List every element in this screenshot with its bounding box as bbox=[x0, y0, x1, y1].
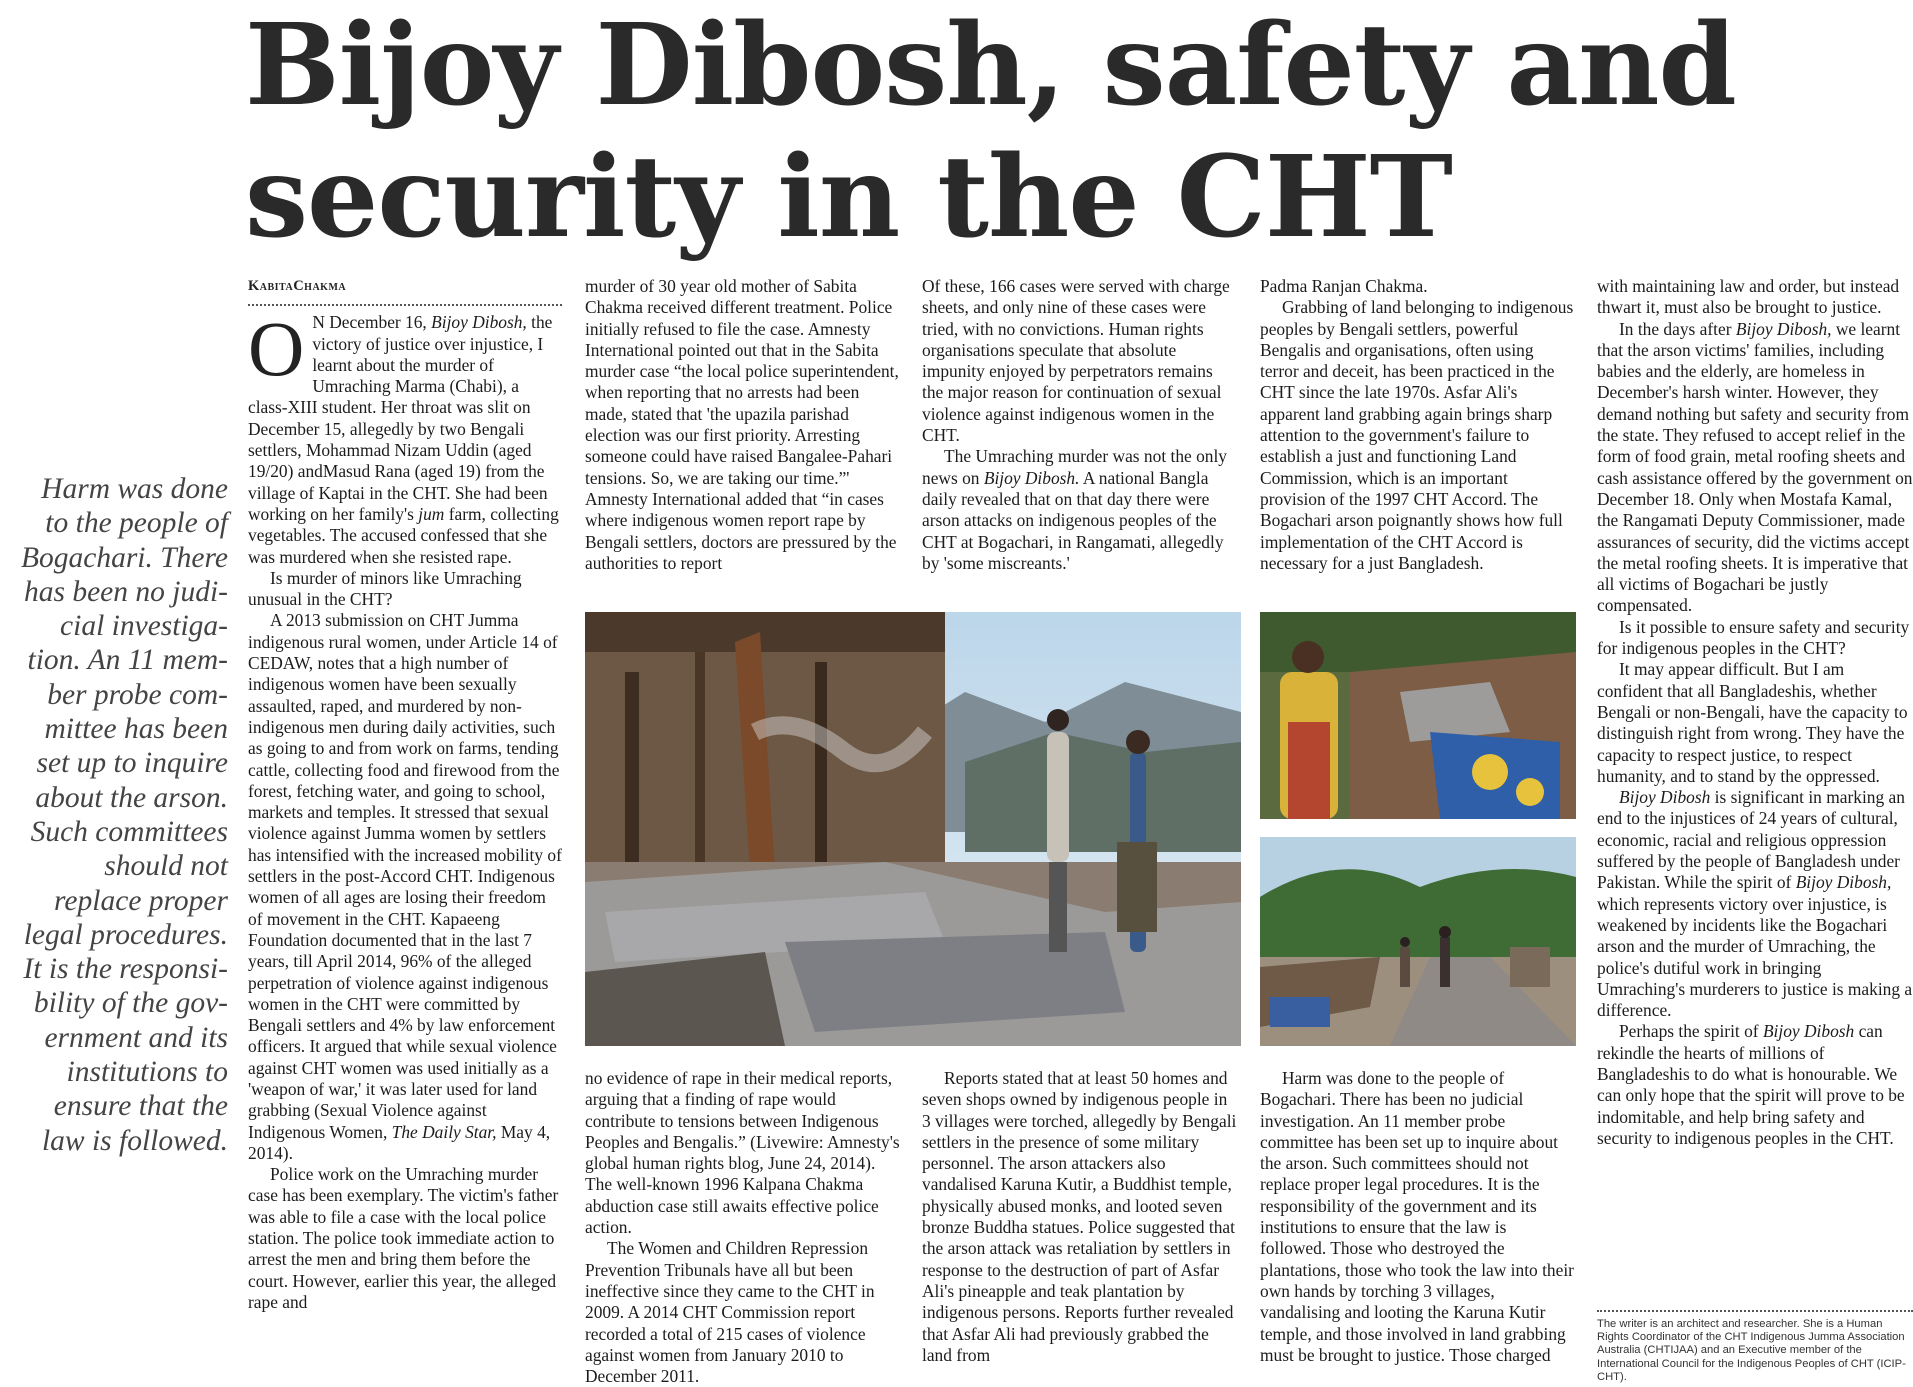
paragraph: Is murder of minors like Umraching unusual in the CHT? bbox=[248, 567, 522, 610]
pull-quote-line: Harm was done bbox=[41, 473, 228, 505]
paragraph: no evidence of rape in their medical reports, arguing that a finding of rape would contribute to tensions between Indigenous Peoples and Bengalis.” (Livewire: Amnesty's global human rights blog, June 24, 2014). The well-known 1996 Kalpana Chakma abduction case still awaits effective police action. bbox=[585, 1068, 900, 1238]
article-column-3-top bbox=[922, 276, 1238, 574]
article-column-4-bottom bbox=[1260, 1068, 1576, 1366]
pull-quote-line: institutions to bbox=[66, 1056, 228, 1089]
pull-quote-line: law is followed. bbox=[41, 1124, 228, 1157]
paragraph: The Women and Children Repression Prevention Tribunals have all but been ineffective since they came to the CHT in 2009. A 2014 CHT Commission report recorded a total of 215 cases of violence against women from January 2010 to December 2011. bbox=[585, 1238, 875, 1387]
paragraph: In the days after Bijoy Dibosh, we learnt that the arson victims' families, including babies and the elderly, are homeless in December's harsh winter. However, they demand nothing but safety and security from the state. They refused to accept relief in the form of food grain, metal roofing sheets and cash assistance offered by the government on December 18. Only when Mostafa Kamal, the Rangamati Deputy Commissioner, made assurances of security, did the victims accept the metal roofing sheets. It is imperative that all victims of Bogachari be justly compensated. bbox=[1597, 318, 1913, 616]
pull-quote-line: replace proper bbox=[54, 884, 228, 917]
pull-quote-line: has been no judi- bbox=[23, 575, 228, 608]
paragraph: with maintaining law and order, but instead thwart it, must also be brought to justice. bbox=[1597, 276, 1900, 318]
paragraph: Harm was done to the people of Bogachari. There has been no judicial investigation. An 11 member probe committee has been set up to inquire about the arson. Such committees should not replace proper legal procedures. It is the responsibility of the government and its institutions to ensure that the law is followed. Those who destroyed the plantations, those who took the law into their own hands by torching 3 villages, vandalising and looting the Karuna Kutir temple, and those involved in land grabbing must be brought to justice. Those charged bbox=[1260, 1068, 1574, 1365]
arson-aftermath-photo bbox=[585, 612, 1241, 1046]
paragraph: It may appear difficult. But I am confident that all Bangladeshis, whether Bengali or non-Bengali, have the capacity to distinguish right from wrong. They have the capacity to respect justice, to respect humanity, and to stand by the oppressed. bbox=[1597, 659, 1908, 786]
writer-note-divider bbox=[1597, 1310, 1913, 1312]
paragraph: murder of 30 year old mother of Sabita Chakma received different treatment. Police initially refused to file the case. Amnesty International pointed out that in the Sabita murder case “the local police superintendent, when reporting that no arrests had been made, stated that 'the upazila parishad election was our first priority. Arresting someone could have raised Bangalee-Pahari tensions. So, we are taking our time.”' Amnesty International added that “in cases where indigenous women report rape by Bengali settlers, doctors are pressured by the authorities to report bbox=[585, 276, 899, 573]
paragraph: O N December 16, Bijoy Dibosh, the victory of justice over injustice, I learnt about the murder of Umraching Marma (Chabi), a class-XIII student. Her throat was slit on December 15, allegedly by two Bengali settlers, Mohammad Nizam Uddin (aged 19/20) andMasud Rana (aged 19) from the village of Kaptai in the CHT. She had been working on her family's jum farm, collecting vegetables. The accused confessed that she was murdered when she resisted rape. bbox=[248, 305, 559, 567]
headline-line-1: Bijoy Dibosh, safety and bbox=[245, 0, 1736, 131]
byline: KabitaChakma bbox=[248, 278, 347, 294]
pull-quote-line: ensure that the bbox=[53, 1090, 228, 1123]
pull-quote bbox=[0, 472, 228, 1158]
pull-quote-line: set up to inquire bbox=[36, 747, 228, 780]
article-column-2-top bbox=[585, 276, 901, 574]
paragraph: Perhaps the spirit of Bijoy Dibosh can rekindle the hearts of millions of Bangladeshis to do what is honourable. We can only hope that the spirit will prove to be indomitable, and help bring safety and security to indigenous peoples in the CHT. bbox=[1597, 1021, 1905, 1148]
paragraph: The Umraching murder was not the only news on Bijoy Dibosh. A national Bangla daily revealed that on that day there were arson attacks on indigenous peoples of the CHT at Bogachari, in Rangamati, allegedly by 'some miscreants.' bbox=[922, 446, 1228, 573]
headline-line-2: security in the CHT bbox=[245, 132, 1452, 263]
paragraph: Is it possible to ensure safety and security for indigenous peoples in the CHT? bbox=[1597, 616, 1910, 659]
pull-quote-line: tion. An 11 mem- bbox=[27, 644, 228, 677]
pull-quote-line: Such committees bbox=[30, 815, 228, 848]
paragraph: Bijoy Dibosh is significant in marking an end to the injustices of 24 years of cultural, economic, racial and religious oppression suffered by the people of Bangladesh under Pakistan. While the spirit of Bijoy Dibosh, which represents victory over injustice, is weakened by incidents like the Bogachari arson and the murder of Umraching, the police's dutiful work in bringing Umraching's murderers to justice is making a difference. bbox=[1597, 787, 1913, 1021]
paragraph: Reports stated that at least 50 homes and seven shops owned by indigenous people in 3 villages were torched, allegedly by Bengali settlers in the presence of some military personnel. The arson attackers also vandalised Karuna Kutir, a Buddhist temple, physically abused monks, and looted seven bronze Buddha statues. Police suggested that the arson attack was retaliation by settlers in response to the destruction of part of Asfar Ali's pineapple and teak plantation by indigenous persons. Reports further revealed that Asfar Ali had previously grabbed the land from bbox=[922, 1068, 1237, 1365]
pull-quote-line: cial investiga- bbox=[60, 610, 228, 643]
paragraph: Padma Ranjan Chakma. bbox=[1260, 276, 1428, 296]
pull-quote-line: ber probe com- bbox=[47, 678, 228, 711]
victim-sorting-belongings-illustration bbox=[1260, 612, 1576, 819]
drop-cap: O bbox=[248, 305, 305, 393]
article-column-4-top bbox=[1260, 276, 1576, 574]
pull-quote-line: about the arson. bbox=[35, 781, 228, 814]
headline bbox=[245, 0, 1865, 264]
pull-quote-line: mittee has been bbox=[44, 713, 228, 746]
paragraph: Of these, 166 cases were served with charge sheets, and only nine of these cases were tried, with no convictions. Human rights organisations speculate that absolute impunity enjoyed by perpetrators remains the major reason for continuation of sexual violence against indigenous women in the CHT. bbox=[922, 276, 1230, 446]
burned-village-road-photo bbox=[1260, 837, 1576, 1046]
pull-quote-line: ernment and its bbox=[44, 1021, 228, 1054]
writer-note: The writer is an architect and researcher. She is a Human Rights Coordinator of the CHT Indigenous Jumma Association Australia (CHTIJAA) and an Executive member of the International Council for the Indigenous Peoples of CHT (ICIP-CHT). bbox=[1597, 1318, 1906, 1383]
paragraph: Police work on the Umraching murder case has been exemplary. The victim's father was able to file a case with the local police station. The police took immediate action to arrest the men and bring them before the court. However, earlier this year, the alleged rape and bbox=[248, 1164, 559, 1312]
paragraph: A 2013 submission on CHT Jumma indigenous rural women, under Article 14 of CEDAW, notes that a high number of indigenous women have been sexually assaulted, raped, and murdered by non-indigenous men during daily activities, such as going to and from work on farms, tending cattle, collecting food and firewood from the forest, fetching water, and going to school, markets and temples. It stressed that sexual violence against Jumma women by settlers has intensified with the increased mobility of settlers in the post-Accord CHT. Indigenous women of all ages are losing their freedom of movement in the CHT. Kapaeeng Foundation documented that in the last 7 years, till April 2014, 96% of the alleged perpetration of violence against indigenous women in the CHT were committed by Bengali settlers and 4% by law enforcement officers. It argued that while sexual violence against CHT women was used initially as a 'weapon of war,' it was later used for land grabbing (Sexual Violence against Indigenous Women, The Daily Star, May 4, 2014). bbox=[248, 610, 562, 1163]
pull-quote-line: legal procedures. bbox=[23, 918, 228, 951]
article-column-2-bottom bbox=[585, 1068, 901, 1387]
article-column-5 bbox=[1597, 276, 1913, 1149]
pull-quote-line: to the people of bbox=[45, 507, 228, 540]
arson-aftermath-illustration bbox=[585, 612, 1241, 1046]
pull-quote-line: It is the responsi- bbox=[23, 953, 228, 986]
pull-quote-line: Bogachari. There bbox=[20, 541, 228, 574]
pull-quote-line: should not bbox=[104, 850, 228, 883]
article-column-1 bbox=[248, 276, 562, 1313]
paragraph: Grabbing of land belonging to indigenous peoples by Bengali settlers, powerful Bengalis and organisations, often using terror and deceit, has been practiced in the CHT since the late 1970s. Asfar Ali's apparent land grabbing again brings sharp attention to the government's failure to establish a just and functioning Land Commission, which is an important provision of the 1997 CHT Accord. The Bogachari arson poignantly shows how full implementation of the CHT Accord is necessary for a just Bangladesh. bbox=[1260, 297, 1574, 573]
article-column-3-bottom bbox=[922, 1068, 1238, 1366]
burned-village-road-illustration bbox=[1260, 837, 1576, 1046]
pull-quote-line: bility of the gov- bbox=[33, 987, 228, 1020]
victim-sorting-belongings-photo bbox=[1260, 612, 1576, 819]
